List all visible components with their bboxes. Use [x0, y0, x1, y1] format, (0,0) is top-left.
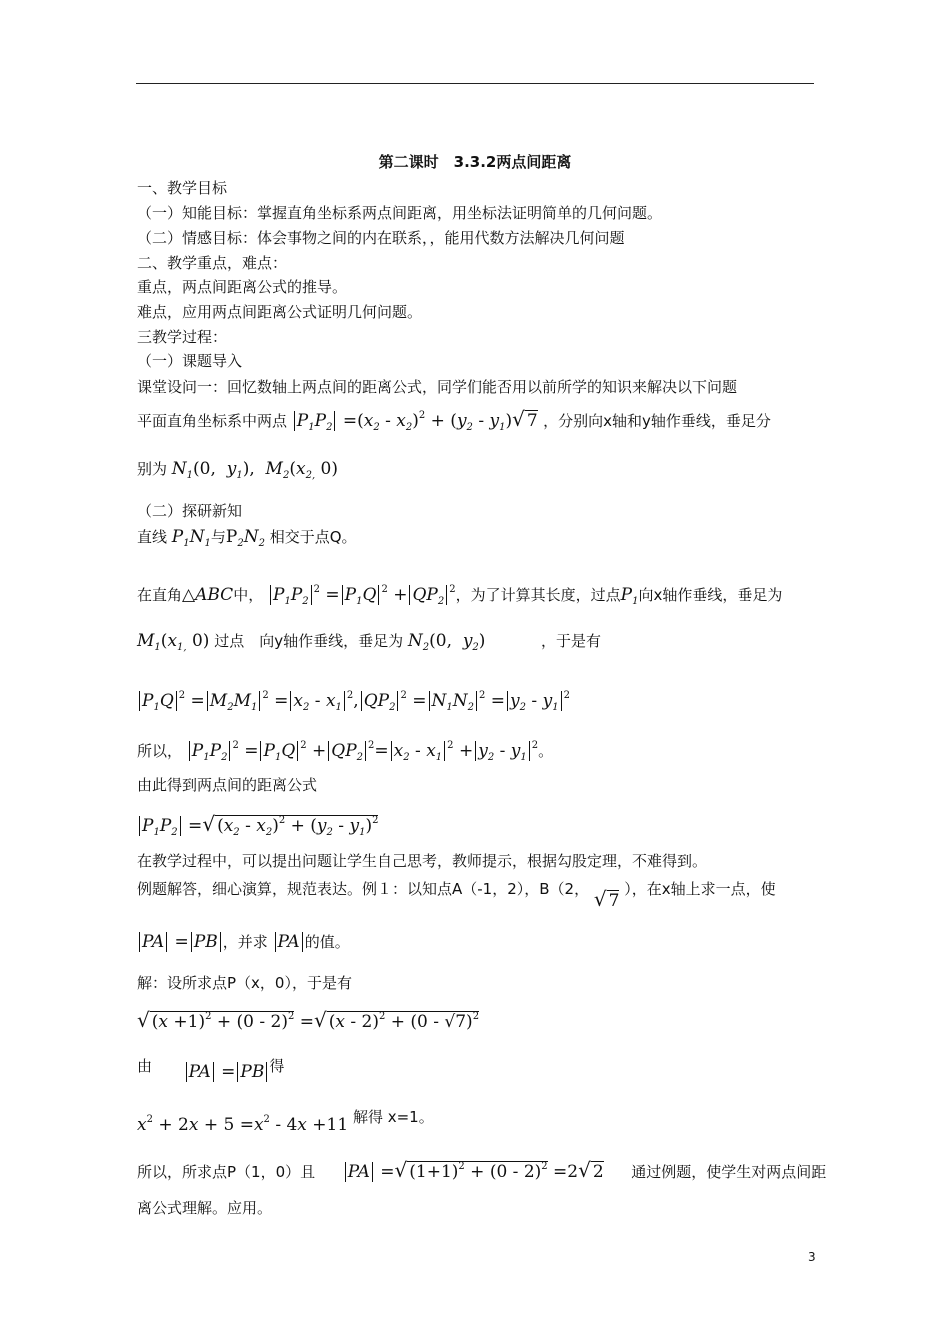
key-point: 重点，两点间距离公式的推导。 [137, 278, 348, 296]
difficult-point: 难点，应用两点间距离公式证明几何问题。 [137, 303, 423, 321]
formula-triangle: △ABC [182, 585, 234, 605]
example-line: 例题解答，细心演算，规范表达。例１：以知点A（-1，2），B（2， √ 7 ），在x轴上求一点，使 [137, 880, 776, 911]
perpendicular-line: $M_1(x_{1,}$ 0) 过点 向y轴作垂线，垂足为 $N_2(0$, $y_2$) ，于是有 [137, 631, 602, 653]
heading-process: 三教学过程： [137, 328, 228, 346]
formula-distance: $P_1P_2$ =√ $(x_2 - x_2)^2 + (y_2 - y_1)^2$ [137, 816, 378, 836]
right-triangle-line: 在直角△ABC中， $P_1P_2^2 = P_1Q$ $^2 + QP_2^2$，为了计算其长度，过点$P_1$向x轴作垂线，垂足为 [137, 584, 783, 607]
formula-sum: $P_1P_2^2 = P_1Q$ $^2 + QP_2^2= x_2 - x_1^2 + y_2 - y_1^2$ [187, 741, 538, 761]
formula-pa-value: PA =√ $(1+1)^2 + (0 - 2)^2 =2√$ 2 [343, 1162, 604, 1182]
formula-distance-inline: $P_1P_2 =(x_2 - x_2)^2 + (y_2 - y_1)√$ 7 [292, 411, 543, 431]
question-one: 课堂设问一：回忆数轴上两点间的距离公式，同学们能否用以前所学的知识来解决以下问题 [137, 378, 738, 396]
page-title: 第二课时 3.3.2两点间距离 [378, 153, 572, 171]
page-number: 3 [808, 1250, 816, 1264]
formula-feet: $N_1(0$, $y_1$), $M_2(x_{2,}$ 0) [171, 459, 338, 481]
result-continuation: 离公式理解。应用。 [137, 1199, 273, 1217]
therefore-line: 所以， $P_1P_2^2 = P_1Q$ $^2 + QP_2^2= x_2 - x_1^2 + y_2 - y_1^2$。 [137, 740, 554, 763]
solution-equation [137, 1008, 479, 1031]
from-line: 由 PA = PB 得 [137, 1057, 285, 1082]
formula-segments: $P_1Q$ $^2 = M_2M_1^2 = x_2 - x_1^2$, $QP_2^2 = N_1N_2^2 = y_2 - y_1^2$ [137, 691, 570, 711]
formula-pa-eq-pb: PA = PB [137, 932, 223, 952]
formula-m1: $M_1(x_{1,}$ 0) [137, 631, 210, 653]
formula-lines: $P_1N_1$与$P_2N_2$ [171, 527, 265, 549]
solution-intro: 解：设所求点P（x，0），于是有 [137, 974, 352, 992]
section-explore: （二）探研新知 [137, 502, 243, 520]
header-rule [136, 83, 814, 84]
formula-sqrt7: √ 7 [593, 887, 620, 911]
section-intro: （一）课题导入 [137, 352, 243, 370]
formula-n2: $N_2(0$, $y_2$) [407, 631, 486, 653]
example-condition: PA = PB ，并求 PA 的值。 [137, 932, 350, 952]
segment-lengths [137, 687, 570, 717]
feet-line: 别为 $N_1(0$, $y_1$), $M_2(x_{2,}$ 0) [137, 459, 338, 481]
two-points-line: 平面直角坐标系中两点 $P_1P_2 =(x_2 - x_2)^2 + (y_2 - y_1)√$ 7 ，分别向x轴和y轴作垂线，垂足分 [137, 407, 771, 433]
solve-line: $x^2 + 2x + 5 =x^2 - 4x +11$ 解得 x=1。 [137, 1108, 434, 1135]
formula-pa: PA [273, 932, 305, 952]
objective-knowledge: （一）知能目标：掌握直角坐标系两点间距离，用坐标法证明简单的几何问题。 [137, 204, 663, 222]
formula-pythagoras: $P_1P_2^2 = P_1Q$ $^2 + QP_2^2$ [268, 585, 456, 605]
result-line: 所以，所求点P（1，0）且 PA =√ $(1+1)^2 + (0 - 2)^2 =2√$ 2 通过例题，使学生对两点间距 [137, 1158, 827, 1182]
formula-pa-eq-pb-2: PA = PB [184, 1062, 270, 1082]
heading-objectives: 一、教学目标 [137, 179, 228, 197]
lines-intersect: 直线 $P_1N_1$与$P_2N_2$ 相交于点Q。 [137, 527, 357, 549]
formula-equal-distances: √ $(x +1)^2 + (0 - 2)^2$ =√ (x - 2)$^2$ + (0 - √7)$^2$ [137, 1008, 480, 1032]
formula-intro: 由此得到两点间的距离公式 [137, 776, 318, 794]
formula-point-p1: $P_1$ [620, 585, 639, 607]
formula-quadratic: $x^2 + 2x + 5 =x^2 - 4x +11$ [137, 1114, 349, 1135]
objective-emotion: （二）情感目标：体会事物之间的内在联系，，能用代数方法解决几何问题 [137, 229, 625, 247]
distance-formula [137, 812, 378, 842]
heading-keypoints: 二、教学重点，难点： [137, 254, 288, 272]
teaching-note: 在教学过程中，可以提出问题让学生自己思考，教师提示，根据勾股定理，不难得到。 [137, 852, 708, 870]
